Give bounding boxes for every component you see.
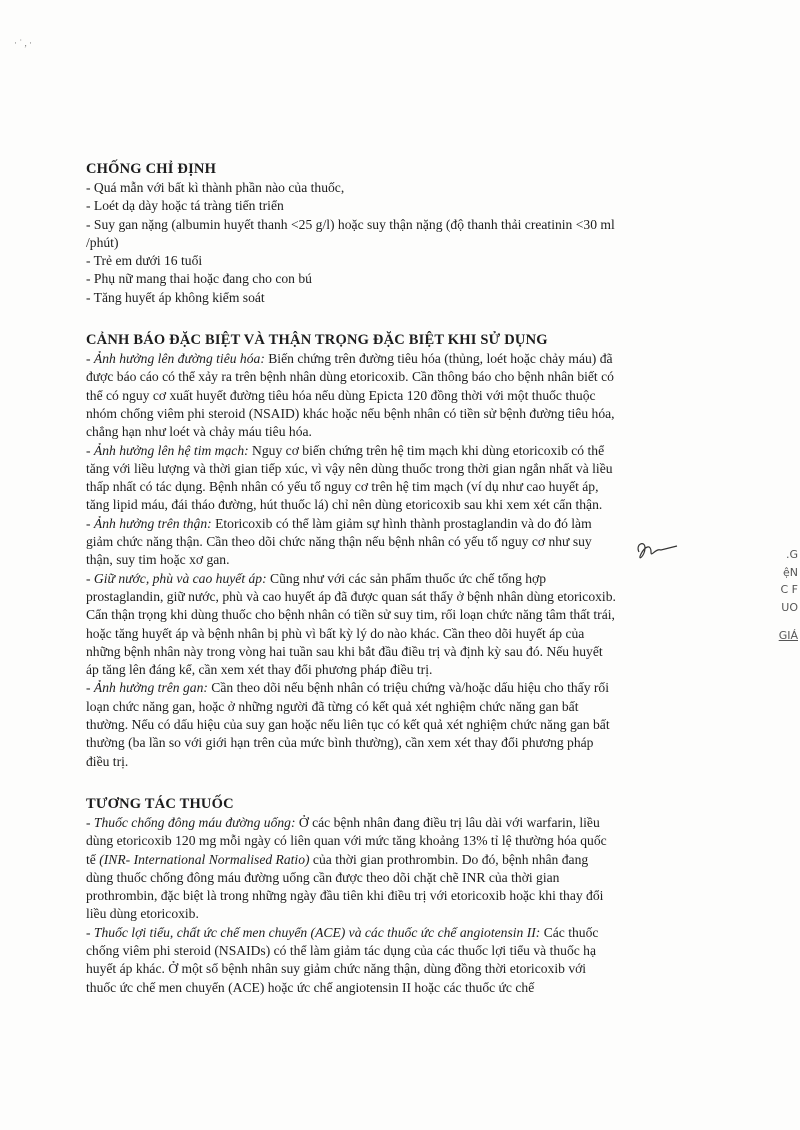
paragraph-line: thể có nguy cơ xuất huyết đường tiêu hóa nếu dùng Epicta 120 đồng thời với một thuốc thuộc xyxy=(86,387,596,403)
paragraph-line: chẳng hạn như loét và chảy máu tiêu hóa. xyxy=(86,424,312,440)
paragraph-line: điều trị. xyxy=(86,753,129,769)
paragraph-line: thuốc ức chế men chuyển (ACE) hoặc ức chế angiotensin II hoặc các thuốc ức chế xyxy=(86,979,535,995)
paragraph-line: huyết áp khác. Ở một số bệnh nhân suy giảm chức năng thận, dùng đồng thời etoricoxib với xyxy=(86,961,587,977)
paragraph-line: - Thuốc lợi tiểu, chất ức chế men chuyển (ACE) và các thuốc ức chế angiotensin II: Các thuốc xyxy=(86,924,599,940)
warnings-section xyxy=(86,331,712,771)
subheading-diuretics: - Thuốc lợi tiểu, chất ức chế men chuyển (ACE) và các thuốc ức chế angiotensin II: xyxy=(86,924,541,940)
section-heading: TƯƠNG TÁC THUỐC xyxy=(86,795,234,812)
paragraph-line: thấp nhất có tác dụng. Bệnh nhân có yếu tố nguy cơ trên hệ tim mạch (ví dụ như cao huyết áp, xyxy=(86,479,599,495)
edge-fragment: C F xyxy=(780,583,798,596)
paragraph-line: Cẩn thận trọng khi dùng thuốc cho bệnh nhân có tiền sử suy tim, rối loạn chức năng tâm thất trái, xyxy=(86,607,615,623)
paragraph-line: - Thuốc chống đông máu đường uống: Ở các bệnh nhân đang điều trị lâu dài với warfarin, liều xyxy=(86,814,600,830)
subheading-fluid-retention: - Giữ nước, phù và cao huyết áp: xyxy=(86,570,267,586)
list-item: - Trẻ em dưới 16 tuổi xyxy=(86,253,203,269)
paragraph-line: nhóm chống viêm phi steroid (NSAID) khác hoặc nếu bệnh nhân có tiền sử bệnh đường tiêu hóa, xyxy=(86,405,615,421)
paragraph-line: tăng lipid máu, đái tháo đường, hút thuốc lá) chỉ nên dùng etoricoxib sau khi xem xét cẩn thận. xyxy=(86,497,603,513)
edge-fragment: GIÁ xyxy=(778,629,798,642)
list-item: - Tăng huyết áp không kiểm soát xyxy=(86,289,265,305)
document-body xyxy=(86,160,712,997)
subheading-liver: - Ảnh hưởng trên gan: xyxy=(86,680,208,696)
list-item: - Phụ nữ mang thai hoặc đang cho con bú xyxy=(86,271,312,287)
edge-fragment: .G xyxy=(785,548,798,561)
paragraph-line: thường (ba lần so với giới hạn trên của mức bình thường), cần xem xét thay đổi phương pháp xyxy=(86,735,594,751)
edge-fragment: ệN xyxy=(783,566,798,579)
paragraph-line: - Ảnh hưởng trên gan: Cần theo dõi nếu bệnh nhân có triệu chứng và/hoặc dấu hiệu cho thấy rối xyxy=(86,680,609,696)
paragraph-line: dùng etoricoxib 120 mg mỗi ngày có liên quan với mức tăng khoảng 13% tỉ lệ thường hóa quốc xyxy=(86,833,607,849)
subheading-renal: - Ảnh hưởng trên thận: xyxy=(86,515,212,531)
edge-fragment: UO xyxy=(781,601,798,614)
section-heading: CHỐNG CHỈ ĐỊNH xyxy=(86,161,217,177)
subheading-cardiovascular: - Ảnh hưởng lên hệ tim mạch: xyxy=(86,442,249,458)
paragraph-line: - Ảnh hưởng lên đường tiêu hóa: Biến chứng trên đường tiêu hóa (thủng, loét hoặc chảy máu) đã xyxy=(86,351,613,367)
paragraph-line: những bệnh nhân này trong vòng hai tuần sau khi bắt đầu điều trị và định kỳ sau đó. Nếu huyết xyxy=(86,643,603,659)
paragraph-line: dùng thuốc chống đông máu đường uống cần được theo dõi chặt chẽ INR của thời gian xyxy=(86,869,560,885)
paragraph-line: - Ảnh hưởng lên hệ tim mạch: Nguy cơ biến chứng trên hệ tim mạch khi dùng etoricoxib có thể xyxy=(86,442,605,458)
paragraph-line: - Ảnh hưởng trên thận: Etoricoxib có thể làm giảm sự hình thành prostaglandin và do đó làm xyxy=(86,515,592,531)
section-heading: CẢNH BÁO ĐẶC BIỆT VÀ THẬN TRỌNG ĐẶC BIỆT KHI SỬ DỤNG xyxy=(86,332,548,349)
subheading-anticoagulants: - Thuốc chống đông máu đường uống: xyxy=(86,814,296,830)
paragraph-line: hoặc tăng huyết áp và bệnh nhân bị phù vì bất kỳ lý do nào khác. Cần theo dõi huyết áp của xyxy=(86,625,585,641)
paragraph-line: giảm chức năng thận. Cần theo dõi chức năng thận nếu bệnh nhân có yếu tố nguy cơ như suy xyxy=(86,534,592,550)
paragraph-line: tăng với liều lượng và thời gian tiếp xúc, vì vậy nên dùng thuốc trong thời gian ngắn nhất và liều xyxy=(86,460,613,476)
interactions-section xyxy=(86,795,712,997)
list-item: - Quá mẫn với bất kì thành phần nào của thuốc, xyxy=(86,180,345,195)
subheading-gi: - Ảnh hưởng lên đường tiêu hóa: xyxy=(86,351,265,367)
contraindications-section xyxy=(86,160,712,307)
paragraph-line: áp tăng lên đáng kể, cần xem xét thay đổi phương pháp điều trị. xyxy=(86,662,433,678)
paragraph-line: chống viêm phi steroid (NSAIDs) có thể làm giảm tác dụng của các thuốc lợi tiểu và thuốc hạ xyxy=(86,942,597,958)
paragraph-line: được báo cáo có thể xảy ra trên bệnh nhân dùng etoricoxib. Cần thông báo cho bệnh nhân biết có xyxy=(86,369,614,385)
paragraph-line: thận, suy tim hoặc xơ gan. xyxy=(86,552,230,568)
paragraph-line: thường. Nếu có dấu hiệu của suy gan hoặc nếu liên tục có kết quả xét nghiệm chức năng gan bất xyxy=(86,717,610,733)
scan-speck: · ˙ , · xyxy=(14,38,32,48)
paragraph-line: tế (INR- International Normalised Ratio) của thời gian prothrombin. Do đó, bệnh nhân đang xyxy=(86,851,589,867)
paragraph-line: loạn chức năng gan, hoặc ở những người đã từng có kết quả xét nghiệm chức năng gan bất xyxy=(86,698,579,714)
paragraph-line: liều dùng etoricoxib. xyxy=(86,906,199,922)
inr-term: (INR- International Normalised Ratio) xyxy=(99,851,310,867)
list-item: - Suy gan nặng (albumin huyết thanh <25 g/l) hoặc suy thận nặng (độ thanh thải creatinin <30 ml xyxy=(86,216,615,232)
paragraph-line: - Giữ nước, phù và cao huyết áp: Cũng như với các sản phẩm thuốc ức chế tổng hợp xyxy=(86,570,547,586)
paragraph-line: prothrombin, đặc biệt là trong những ngày đầu tiên khi điều trị với etoricoxib hoặc khi thay đổi xyxy=(86,888,604,904)
list-item: - Loét dạ dày hoặc tá tràng tiến triển xyxy=(86,198,284,214)
paragraph-line: prostaglandin, giữ nước, phù và cao huyết áp đã được quan sát thấy ở bệnh nhân dùng etoricoxib. xyxy=(86,588,616,604)
list-item-continuation: /phút) xyxy=(86,234,119,250)
